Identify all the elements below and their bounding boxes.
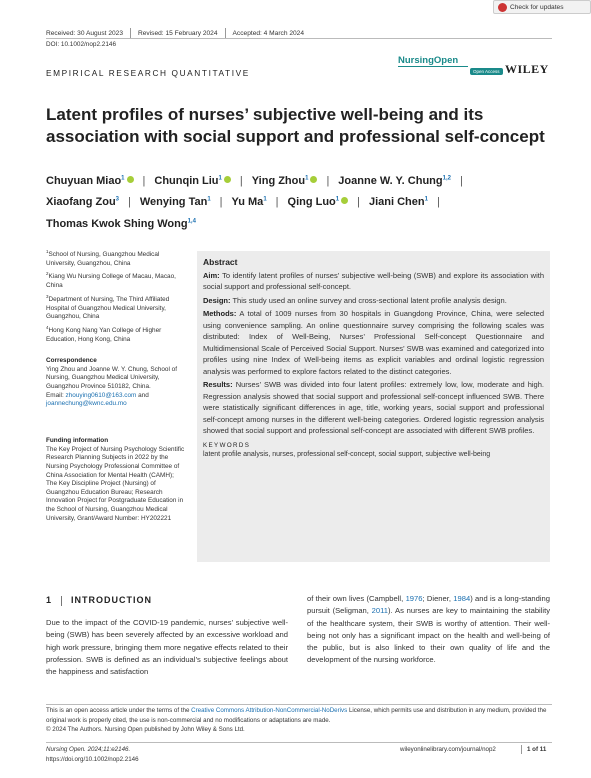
author-separator: | xyxy=(326,175,330,187)
author-affiliation-sup: 1 xyxy=(305,175,309,182)
intro-heading: 1 INTRODUCTION xyxy=(46,595,153,605)
author-name[interactable]: Thomas Kwok Shing Wong xyxy=(46,217,188,230)
author-name[interactable]: Joanne W. Y. Chung xyxy=(338,175,443,187)
author-affiliation-sup: 1 xyxy=(218,175,222,182)
affiliation-number: 2 xyxy=(46,271,49,277)
page-number: 1 of 11 xyxy=(527,746,547,753)
accepted-date: Accepted: 4 March 2024 xyxy=(232,29,305,37)
author-separator: | xyxy=(275,196,279,209)
affiliation-text: Kiang Wu Nursing College of Macau, Macao, China xyxy=(46,273,176,290)
abstract-heading: Abstract xyxy=(203,257,238,267)
author-separator: | xyxy=(142,175,146,187)
article-dates xyxy=(46,28,304,38)
affiliation-item xyxy=(46,325,186,344)
email-and: and xyxy=(138,391,149,399)
author-name[interactable]: Xiaofang Zou xyxy=(46,196,116,209)
check-updates-icon xyxy=(498,3,507,12)
check-updates-label: Check for updates xyxy=(510,3,564,11)
license-text: This is an open access article under the terms of the Creative Commons Attribution-NonCommercial-NoDerivs License, which permits use and distribution in any medium, provided the original work is properly cited, the use is non-commercial and no modifications or adaptations are made. © 2024 The Authors. Nursing Open published by John Wiley & Sons Ltd. xyxy=(46,706,552,735)
author-separator: | xyxy=(436,196,440,209)
license-divider xyxy=(46,704,552,705)
author-name[interactable]: Yu Ma xyxy=(231,196,264,209)
article-type: EMPIRICAL RESEARCH QUANTITATIVE xyxy=(46,68,250,78)
doi-text: DOI: 10.1002/nop2.2146 xyxy=(46,41,116,48)
affiliation-text: Department of Nursing, The Third Affiliated Hospital of Guangzhou Medical University, Guangzhou, China xyxy=(46,295,170,321)
author-affiliation-sup: 1 xyxy=(207,196,211,203)
affiliation-number: 3 xyxy=(46,293,49,299)
author-name[interactable]: Qing Luo xyxy=(287,196,336,209)
open-access-tag: Open Access xyxy=(470,68,503,75)
header-divider xyxy=(46,38,552,39)
abstract-design: Design: This study used an online survey and cross-sectional latent profile analysis design. xyxy=(203,295,507,305)
revised-date: Revised: 15 February 2024 xyxy=(137,29,218,37)
journal-logo: NursingOpen xyxy=(398,55,459,66)
author-separator: | xyxy=(219,196,223,209)
orcid-icon[interactable] xyxy=(224,176,231,183)
email-link-2[interactable]: joannechung@kwnc.edu.mo xyxy=(46,400,127,408)
affiliation-item xyxy=(46,249,186,268)
author-separator: | xyxy=(357,196,360,209)
footer-site-link[interactable]: wileyonlinelibrary.com/journal/nop2 xyxy=(400,746,496,753)
affiliation-number: 1 xyxy=(46,249,49,254)
correspondence xyxy=(46,357,186,409)
orcid-icon[interactable] xyxy=(127,176,134,183)
footer-separator xyxy=(521,745,522,754)
author-name[interactable]: Ying Zhou xyxy=(251,175,306,187)
author-name[interactable]: Chunqin Liu xyxy=(154,175,219,187)
funding-info xyxy=(46,437,186,523)
keywords-heading: KEYWORDS xyxy=(203,441,251,449)
author-affiliation-sup: 1,2 xyxy=(442,175,451,182)
author-affiliation-sup: 3 xyxy=(115,196,120,203)
intro-left-column: Due to the impact of the COVID-19 pandemic, nurses’ subjective well-being (SWB) has been severely affected by an excessive workload and high work pressure, bringing them more negative effects related to their profession. SWB is defined as an individual’s subjective feelings about the happiness and satisfaction xyxy=(46,618,288,677)
author-separator: | xyxy=(128,196,131,209)
check-for-updates-button[interactable] xyxy=(493,0,591,14)
author-affiliation-sup: 1 xyxy=(335,196,340,203)
abstract-results: Results: Nurses’ SWB was divided into four latent profiles: extremely low, low, moderate and high. Regression analysis showed that social support and professional self-concept influenced SWB. There were statistically significant differences in age, title, working years, social support and professional self-concept among nurses in the different well-being categories. Ordered logistic regression analysis showed that social support and professional self-concept are associated with different SWB profiles. xyxy=(203,380,544,436)
affiliation-item xyxy=(46,294,186,322)
ref-campbell[interactable]: 1976 xyxy=(405,594,423,603)
author-affiliation-sup: 1 xyxy=(424,196,428,203)
article-title: Latent profiles of nurses’ subjective well-being and its association with social support and professional self-concept xyxy=(46,105,545,146)
ref-diener[interactable]: 1984 xyxy=(453,594,471,603)
correspondence-text: Ying Zhou and Joanne W. Y. Chung, School of Nursing, Guangzhou Medical University, Guangzhou Province 510182, China. xyxy=(46,365,177,390)
author-separator: | xyxy=(239,175,243,187)
author-affiliation-sup: 1,4 xyxy=(187,218,196,225)
publisher-logo: WILEY xyxy=(505,62,549,76)
affiliation-item xyxy=(46,271,186,290)
abstract-methods: Methods: A total of 1009 nurses from 30 hospitals in Guangdong Province, China, were selected using convenience sampling. An online questionnaire survey comprising the following scales was distributed: Index of Well-Being, Nurses’ Professional Self-concept Questionnaire and Multidimensional Scale of Perceived Social Support. Nurses’ SWB was examined and categorized into profiles using nine Index of Well-being items as explicit variables and ordinal logistic regression analysis was performed to explore factors related to the distinct categories. xyxy=(203,309,545,376)
logo-underline xyxy=(398,66,468,67)
correspondence-heading: Correspondence xyxy=(46,357,97,364)
funding-text: The Key Project of Nursing Psychology Scientific Research Planning Subjects in 2022 by the Nursing Psychology Professional Committee of China Association for Mental Health (CAMH); The Key Discipline Project (Nursing) of Guangzhou Education Bureau; Research Innovation Project for Postgraduate Education in the School of Nursing, Guangzhou Medical University, Grant/Award Number: HY202221 xyxy=(46,445,185,522)
funding-heading: Funding information xyxy=(46,437,109,444)
keywords-text: latent profile analysis, nurses, professional self-concept, social support, subjective well-being xyxy=(203,451,491,459)
ref-seligman[interactable]: 2011 xyxy=(371,606,389,616)
intro-right-column: of their own lives (Campbell, 1976; Diener, 1984) and is a long-standing pursuit (Seligman, 2011). As nurses are key to maintaining the stability of the healthcare system, their SWB is worthy of attention. Their well-being not only has a significant impact on the health and well-being of the public, but is also linked to their own quality of life and the development of the nursing workforce. xyxy=(307,594,551,665)
affiliation-text: School of Nursing, Guangzhou Medical University, Guangzhou, China xyxy=(46,251,160,267)
cc-license-link[interactable]: Creative Commons Attribution-NonCommercial-NoDerivs xyxy=(191,707,348,714)
author-separator: | xyxy=(459,175,463,187)
abstract-aim: Aim: To identify latent profiles of nurses’ subjective well-being (SWB) and explore its association with social support and professional self-concept. xyxy=(203,271,545,292)
affiliation-text: Hong Kong Nang Yan College of Higher Education, Hong Kong, China xyxy=(46,326,162,343)
footer-divider xyxy=(46,742,552,743)
footer-citation: Nursing Open. 2024;11:e2146. xyxy=(46,746,131,753)
received-date: Received: 30 August 2023 xyxy=(46,29,123,37)
email-link-1[interactable]: zhouying0610@163.com xyxy=(65,391,137,399)
affiliation-number: 4 xyxy=(46,324,49,330)
author-affiliation-sup: 1 xyxy=(121,175,125,182)
author-name[interactable]: Wenying Tan xyxy=(139,196,208,209)
author-name[interactable]: Jiani Chen xyxy=(368,196,425,209)
email-label: Email: xyxy=(46,391,64,399)
abstract-box xyxy=(197,251,550,562)
footer-doi-link[interactable]: https://doi.org/10.1002/nop2.2146 xyxy=(46,756,139,763)
author-list xyxy=(46,171,546,235)
author-name[interactable]: Chuyuan Miao xyxy=(46,175,122,187)
copyright-text: © 2024 The Authors. Nursing Open published by John Wiley & Sons Ltd. xyxy=(46,726,245,734)
orcid-icon[interactable] xyxy=(341,197,348,204)
affiliations xyxy=(46,249,186,347)
orcid-icon[interactable] xyxy=(310,176,317,183)
author-affiliation-sup: 1 xyxy=(263,196,267,203)
